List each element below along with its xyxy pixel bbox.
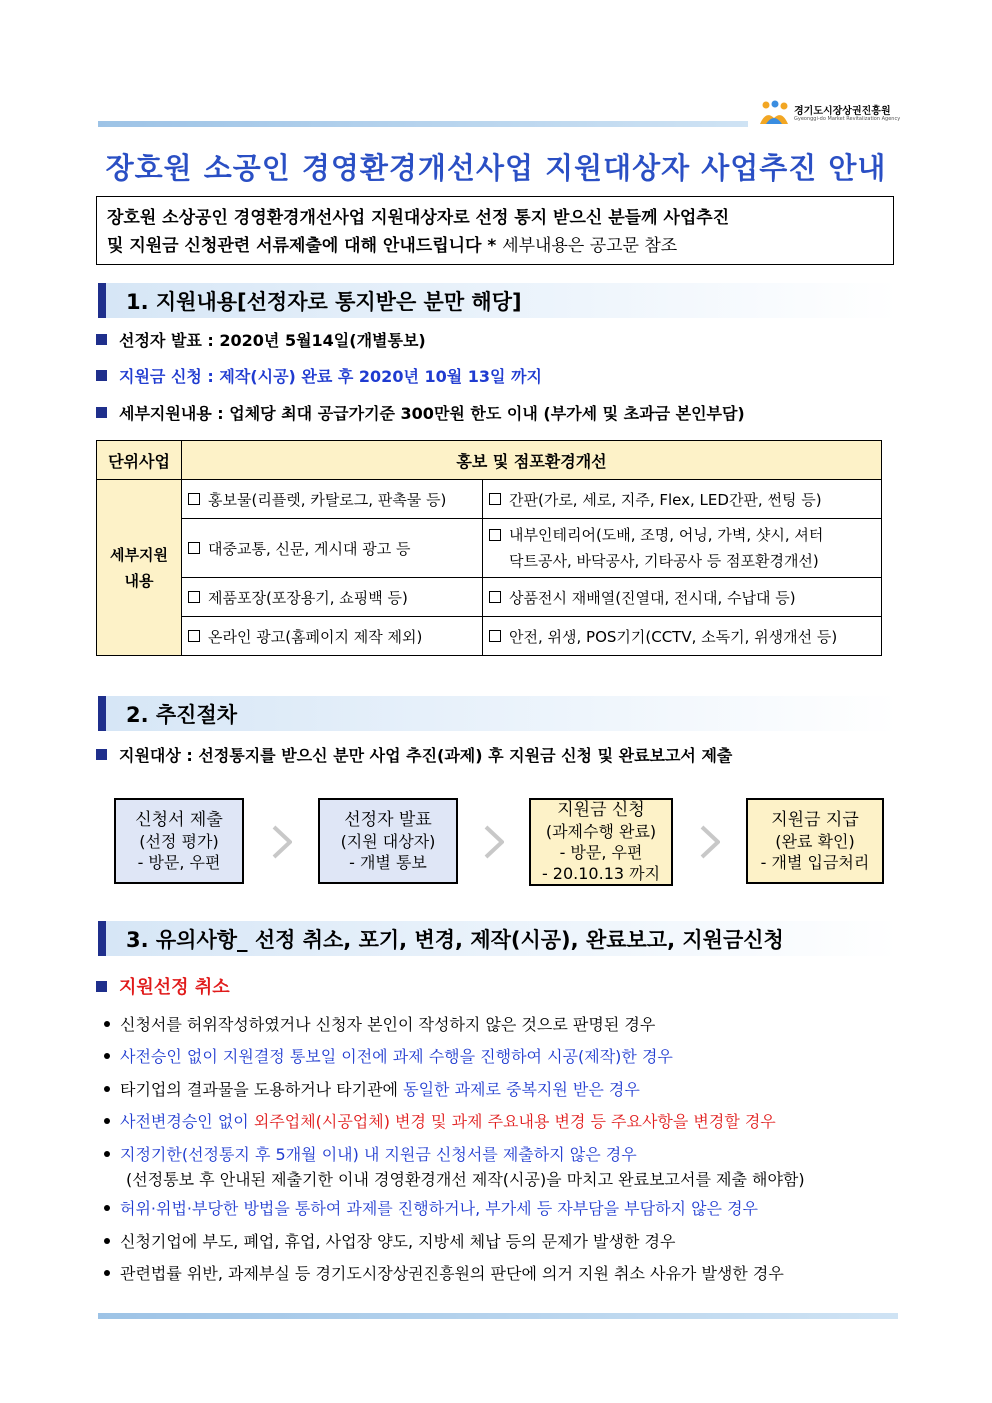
org-subtitle: Gyeonggi-do Market Revitalization Agency	[794, 116, 901, 122]
list-item	[104, 1261, 784, 1284]
support-table	[96, 440, 882, 656]
step-detail: - 개별 입금처리	[760, 852, 870, 872]
side-label-line-2: 내용	[124, 571, 154, 590]
step-title: 선정자 발표	[344, 809, 432, 830]
notice-reference: 세부내용은 공고문 참조	[502, 236, 678, 256]
info-details-text: 세부지원내용 : 업체당 최대 공급가기준 300만원 한도 이내 (부가세 및 초과금 본인부담)	[119, 404, 745, 423]
list-item-text: 신청서를 허위작성하였거나 신청자 본인이 작성하지 않은 것으로 판명된 경우	[120, 1015, 656, 1034]
square-bullet-icon	[96, 334, 107, 345]
side-label-line-1: 세부지원	[110, 545, 168, 564]
section-2-header	[98, 696, 898, 731]
step-detail: - 개별 통보	[349, 852, 427, 872]
table-row	[97, 480, 882, 519]
list-item-note: (선정통보 후 안내된 제출기한 이내 경영환경개선 제작(시공)을 마치고 완료보고서를 제출 해야함)	[126, 1170, 805, 1189]
notice-box	[96, 196, 894, 265]
bullet-icon	[104, 1205, 110, 1211]
bullet-icon	[104, 1086, 110, 1092]
bullet-icon	[104, 1270, 110, 1276]
org-logo	[758, 98, 918, 128]
section-3-title: 3. 유의사항_ 선정 취소, 포기, 변경, 제작(시공), 완료보고, 지원금신청	[106, 921, 898, 956]
list-item	[104, 1229, 675, 1252]
checkbox-icon	[489, 493, 501, 505]
section-3-marker	[98, 921, 106, 956]
info-details	[96, 401, 745, 424]
table-side-label	[97, 480, 182, 656]
list-item	[104, 1196, 758, 1219]
list-item	[104, 1109, 776, 1132]
list-item	[104, 1077, 640, 1100]
cell-text: 상품전시 재배열(진열대, 전시대, 수납대 등)	[509, 588, 796, 607]
list-item	[104, 1044, 673, 1067]
chevron-right-icon	[700, 825, 720, 859]
square-bullet-icon	[96, 981, 107, 992]
table-row	[97, 617, 882, 656]
table-cell	[483, 519, 882, 578]
step-title: 지원금 지급	[771, 809, 859, 830]
process-step-3	[529, 798, 673, 886]
list-item-highlight: 지정기한(선정통지 후 5개월 이내)	[120, 1145, 364, 1164]
checkbox-icon	[489, 630, 501, 642]
cell-text: 안전, 위생, POS기기(CCTV, 소독기, 위생개선 등)	[509, 627, 838, 646]
step-title: 지원금 신청	[557, 800, 645, 820]
table-header-row	[97, 441, 882, 480]
info-application-text: 지원금 신청 : 제작(시공) 완료 후 2020년 10월 13일 까지	[119, 367, 542, 386]
checkbox-icon	[188, 542, 200, 554]
table-cell	[182, 519, 483, 578]
table-cell	[182, 617, 483, 656]
process-step-1	[114, 798, 244, 884]
cell-text-continued: 닥트공사, 바닥공사, 기타공사 등 점포환경개선)	[509, 552, 819, 570]
notice-line-2-text: 및 지원금 신청관련 서류제출에 대해 안내드립니다 *	[107, 236, 503, 256]
step-detail: - 20.10.13 까지	[541, 864, 661, 883]
list-item-text: 타기업의 결과물을 도용하거나 타기관에	[120, 1080, 404, 1099]
info-announcement	[96, 328, 426, 351]
list-item	[104, 1142, 637, 1165]
bottom-divider	[98, 1313, 898, 1319]
step-detail: (선정 평가)	[139, 831, 219, 851]
square-bullet-icon	[96, 370, 107, 381]
support-target	[96, 743, 732, 766]
chevron-right-icon	[272, 825, 292, 859]
cell-text: 대중교통, 신문, 게시대 광고 등	[208, 539, 411, 558]
cell-text: 홍보물(리플렛, 카탈로그, 판촉물 등)	[208, 490, 447, 509]
section-3-header	[98, 921, 898, 956]
process-step-4	[746, 798, 884, 884]
table-row	[97, 578, 882, 617]
top-divider	[98, 121, 748, 127]
bullet-icon	[104, 1151, 110, 1157]
info-application	[96, 364, 542, 387]
section-1-header	[98, 283, 898, 318]
section-2-marker	[98, 696, 106, 731]
table-cell	[483, 617, 882, 656]
list-item-highlight: 동일한 과제로 중복지원 받은 경우	[403, 1080, 640, 1099]
checkbox-icon	[188, 630, 200, 642]
cancellation-subtitle	[96, 973, 230, 999]
bullet-icon	[104, 1021, 110, 1027]
checkbox-icon	[188, 493, 200, 505]
checkbox-icon	[489, 529, 501, 541]
chevron-right-icon	[484, 825, 504, 859]
process-step-2	[318, 798, 458, 884]
table-header-unit: 단위사업	[97, 441, 182, 480]
square-bullet-icon	[96, 407, 107, 418]
bullet-icon	[104, 1053, 110, 1059]
step-detail: - 방문, 우편	[137, 852, 221, 872]
step-detail: (지원 대상자)	[340, 831, 436, 851]
notice-line-1: 장호원 소상공인 경영환경개선사업 지원대상자로 선정 통지 받으신 분들께 사업추진	[107, 208, 730, 228]
table-cell	[182, 578, 483, 617]
list-item-text: 내 지원금 신청서를 제출하지 않은 경우	[363, 1145, 637, 1164]
list-item-text: 사전승인 없이 지원결정 통보일 이전에 과제 수행을 진행하여 시공(제작)한 경우	[120, 1047, 673, 1066]
cell-text: 간판(가로, 세로, 지주, Flex, LED간판, 썬팅 등)	[509, 490, 822, 509]
list-item-text: 신청기업에 부도, 폐업, 휴업, 사업장 양도, 지방세 체납 등의 문제가 발생한 경우	[120, 1232, 676, 1251]
step-detail: - 방문, 우편	[559, 843, 643, 862]
section-2-title: 2. 추진절차	[106, 696, 898, 731]
list-item-highlight: 외주업체(시공업체) 변경 및 과제 주요내용 변경 등 주요사항을 변경할 경우	[253, 1112, 776, 1131]
notice-line-2	[107, 232, 883, 260]
list-item-text: 허위·위법·부당한 방법을 통하여 과제를 진행하거나, 부가세 등 자부담을 부담하지 않은 경우	[120, 1199, 758, 1218]
step-detail: (과제수행 완료)	[545, 822, 657, 841]
table-cell	[483, 578, 882, 617]
logo-icon	[758, 100, 790, 126]
cell-text: 제품포장(포장용기, 쇼핑백 등)	[208, 588, 408, 607]
list-item	[104, 1012, 655, 1035]
table-cell	[182, 480, 483, 519]
step-title: 신청서 제출	[135, 809, 223, 830]
table-row	[97, 519, 882, 578]
info-announcement-text: 선정자 발표 : 2020년 5월14일(개별통보)	[119, 331, 426, 350]
section-1-marker	[98, 283, 106, 318]
table-cell	[483, 480, 882, 519]
section-1-title: 1. 지원내용[선정자로 통지받은 분만 해당]	[106, 283, 898, 318]
page-title: 장호원 소공인 경영환경개선사업 지원대상자 사업추진 안내	[105, 151, 887, 185]
bullet-icon	[104, 1118, 110, 1124]
list-item-text: 사전변경승인 없이	[120, 1112, 254, 1131]
cancellation-subtitle-text: 지원선정 취소	[119, 977, 230, 998]
list-item-text: 관련법률 위반, 과제부실 등 경기도시장상권진흥원의 판단에 의거 지원 취소 사유가 발생한 경우	[120, 1264, 784, 1283]
org-name: 경기도시장상권진흥원	[794, 106, 891, 117]
support-target-text: 지원대상 : 선정통지를 받으신 분만 사업 추진(과제) 후 지원금 신청 및 완료보고서 제출	[119, 746, 733, 765]
cell-text: 온라인 광고(홈페이지 제작 제외)	[208, 627, 423, 646]
bullet-icon	[104, 1238, 110, 1244]
cell-text: 내부인테리어(도배, 조명, 어닝, 가벽, 샷시, 셔터	[509, 526, 824, 544]
step-detail: (완료 확인)	[775, 831, 855, 851]
checkbox-icon	[188, 591, 200, 603]
table-header-category: 홍보 및 점포환경개선	[182, 441, 882, 480]
checkbox-icon	[489, 591, 501, 603]
square-bullet-icon	[96, 749, 107, 760]
